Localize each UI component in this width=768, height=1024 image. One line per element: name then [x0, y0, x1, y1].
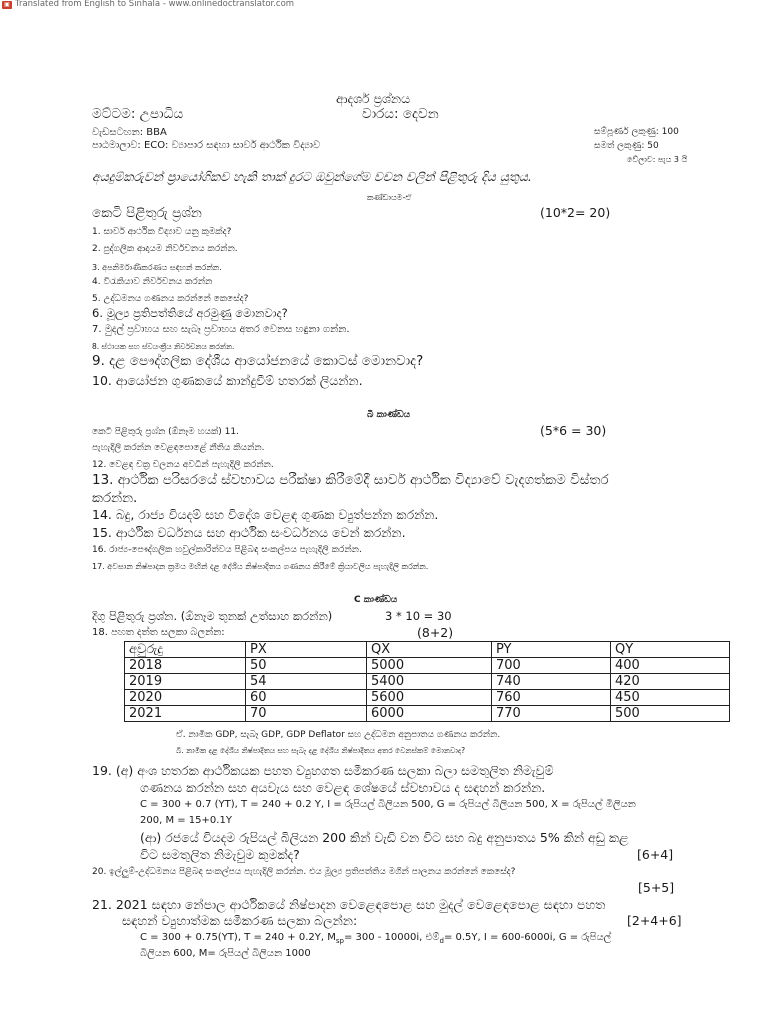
- question-19-a-cont: ගණනය කරන්න සහ අයවැය සහ වෙළඳ ශේෂයේ ස්වභාවය ද සඳහන් කරන්න.: [140, 780, 546, 795]
- table-header-cell: QX: [367, 642, 492, 658]
- exam-title: ආදර්ශ ප්‍රශ්නය: [336, 91, 411, 106]
- table-row: [125, 706, 730, 722]
- section-c-intro: දිගු පිළිතුරු ප්‍රශ්න. (ඕනෑම තුනක් උත්සාහ කරන්න): [92, 609, 333, 623]
- section-b-marks: (5*6 = 30): [540, 423, 607, 438]
- course-label: පාඨමාලාව: ECO: ව්‍යාපාර සඳහා සාර්ව ආර්ථික විද්‍යාව: [92, 140, 321, 151]
- question-10: 10. ආයෝජන ගුණකයේ කාන්දුවීම් හතරක් ලියන්න.: [92, 373, 363, 388]
- table-cell: 5600: [367, 690, 492, 706]
- question-15: 15. ආර්ථික වර්ධනය සහ ආර්ථික සංවර්ධනය වෙන් කරන්න.: [92, 525, 406, 540]
- table-cell: 2020: [125, 690, 246, 706]
- table-header-row: [125, 642, 730, 658]
- subscript-d: d: [439, 937, 444, 945]
- equation-21-1: [140, 932, 611, 945]
- table-row: [125, 658, 730, 674]
- table-cell: 450: [611, 690, 730, 706]
- equation-21-part: = 0.5Y, I = 600-6000i, G = රුපියල්: [443, 932, 612, 943]
- banner-text: Translated from English to Sinhala - www.onlinedoctranslator.com: [15, 0, 295, 9]
- time-label: වේලාව: පැය 3 යි: [627, 155, 688, 164]
- table-cell: 5400: [367, 674, 492, 690]
- question-20-marks: [5+5]: [638, 880, 675, 895]
- section-c-heading: C කාණ්ඩය: [354, 595, 398, 605]
- table-header-cell: PY: [492, 642, 611, 658]
- section-a-label: කණ්ඩායම-ඒ: [367, 193, 412, 202]
- equation-19-1: C = 300 + 0.7 (YT), T = 240 + 0.2 Y, I = රුපියල් බිලියන 500, G = රුපියල් බිලියන 500, X = රුපියල් මිලියන: [140, 799, 636, 810]
- question-16: 16. රාජ්‍ය-පෞද්ගලික හවුල්කාරිත්වය පිළිබඳ සංකල්පය පැහැදිලි කරන්න.: [92, 545, 362, 555]
- level-label: මට්ටම: උපාධිය: [92, 106, 184, 122]
- question-14: 14. බදු, රාජ්‍ය වියදම් සහ විදේශ වෙළඳ ගුණක ව්‍යුත්පන්න කරන්න.: [92, 507, 439, 522]
- table-row: [125, 674, 730, 690]
- table-cell: 70: [246, 706, 367, 722]
- equation-21-part: C = 300 + 0.75(YT), T = 240 + 0.2Y, M: [140, 932, 336, 943]
- table-cell: 2021: [125, 706, 246, 722]
- question-5: 5. උද්ධමනය ගණනය කරන්නේ කෙසේද?: [92, 294, 249, 304]
- question-18-a: ඒ. නාමික GDP, සැබෑ GDP, GDP Deflator සහ උද්ධමන අනුපාතය ගණනය කරන්න.: [176, 730, 501, 740]
- question-19-b-cont: විට සමතුලිත නිමැවුම කුමක්ද?: [140, 847, 300, 862]
- question-7: 7. මුදල් ප්‍රවාහය සහ සැබෑ ප්‍රවාහය අතර වෙනස හඳුනා ගන්න.: [92, 324, 350, 335]
- table-cell: 740: [492, 674, 611, 690]
- question-21-cont: සඳහන් ව්‍යුහාත්මක සමීකරණ සලකා බලන්න:: [122, 913, 358, 928]
- question-12: 12. වෙළඳ චක්‍ර චලනය අවධීන් පැහැදිලි කරන්න.: [92, 460, 274, 470]
- table-cell: 60: [246, 690, 367, 706]
- question-19-b: (ආ) රජයේ වියදම රුපියල් බිලියන 200 කින් වැඩි වන විට සහ බදු අනුපාතය 5% කින් අඩු කළ: [140, 830, 629, 845]
- program-label: වැඩසටහන: BBA: [92, 127, 167, 138]
- translation-banner: [2, 0, 294, 10]
- table-cell: 6000: [367, 706, 492, 722]
- table-row: [125, 690, 730, 706]
- equation-21-2: බිලියන 600, M= රුපියල් බිලියන 1000: [140, 948, 311, 959]
- data-table: [124, 641, 730, 722]
- instruction: අයදුම්කරුවන් ප්‍රායෝගිකව හැකි තාක් දුරට ඔවුන්ගේම වචන වලින් පිළිතුරු දිය යුතුය.: [92, 169, 532, 184]
- question-11-text: පැහැදිලි කරන්න වෙළඳපොළේ නීතිය කියන්න.: [92, 443, 265, 453]
- pdf-icon: ▣: [2, 1, 12, 9]
- table-header-cell: QY: [611, 642, 730, 658]
- table-header-cell: PX: [246, 642, 367, 658]
- table-cell: 770: [492, 706, 611, 722]
- question-4: 4. විරැකියාව නිර්වචනය කරන්න: [92, 277, 213, 287]
- table-cell: 54: [246, 674, 367, 690]
- equation-21-part: = 300 - 10000i, එම්: [343, 932, 440, 943]
- section-a-heading: කෙටි පිළිතුරු ප්‍රශ්න: [92, 205, 202, 221]
- table-cell: 400: [611, 658, 730, 674]
- question-21-marks: [2+4+6]: [627, 913, 682, 928]
- question-13: 13. ආර්ථික පරිසරයේ ස්වභාවය පරීක්ෂා කිරීමේදී සාර්ව ආර්ථික විද්‍යාවේ වැදගත්කම විස්තර: [92, 472, 609, 488]
- question-17: 17. අවසාන නිෂ්පාදන ක්‍රමය මඟින් දළ දේශීය නිෂ්පාදිතය ගණනය කිරීමේ ක්‍රියාවලිය පැහැදිලි කරන්න.: [92, 562, 429, 571]
- question-9: 9. දළ පෞද්ගලික දේශීය ආයෝජනයේ කොටස් මොනවාද?: [92, 353, 424, 369]
- question-3: 3. අපනිර්මාණීකරණය සඳහන් කරන්න.: [92, 263, 222, 272]
- table-cell: 700: [492, 658, 611, 674]
- table-cell: 2019: [125, 674, 246, 690]
- question-21: 21. 2021 සඳහා නේපාල ආර්ථිකයේ නිෂ්පාදන වෙළෙඳපොළ සහ මුදල් වෙළෙඳපොළ සඳහා පහත: [92, 897, 606, 912]
- question-20: 20. ඉල්ලුම්-උද්ධමනය පිළිබඳ සංකල්පය පැහැදිලි කරන්න. එය මූල්‍ය ප්‍රතිපත්තිය මගින් පාලනය කරන්නේ කෙසේද?: [92, 867, 516, 877]
- question-13-cont: කරන්න.: [92, 490, 138, 506]
- table-cell: 5000: [367, 658, 492, 674]
- table-cell: 420: [611, 674, 730, 690]
- table-header-cell: අවුරුදු: [125, 642, 246, 658]
- question-2: 2. පුද්ගලික ආදායම නිර්වචනය කරන්න.: [92, 244, 238, 254]
- question-18: 18. පහත දත්ත සලකා බලන්න:: [92, 627, 225, 638]
- equation-19-2: 200, M = 15+0.1Y: [140, 815, 232, 826]
- section-b-heading: බී කාණ්ඩය: [367, 410, 411, 420]
- section-c-marks: 3 * 10 = 30: [385, 609, 452, 623]
- subscript-sp: sp: [335, 937, 344, 945]
- question-18-b: බී. නාමික දළ දේශීය නිෂ්පාදිතය සහ සැබෑ දළ දේශීය නිෂ්පාදිතය අතර වෙනස්කම් මොනවාද?: [176, 746, 466, 755]
- table-cell: 2018: [125, 658, 246, 674]
- table-cell: 50: [246, 658, 367, 674]
- table-cell: 760: [492, 690, 611, 706]
- question-1: 1. සාර්ව ආර්ථික විද්‍යාව යනු කුමක්ද?: [92, 227, 232, 237]
- full-marks: සම්පූර්ණ ලකුණු: 100: [594, 127, 679, 137]
- section-a-marks: (10*2= 20): [540, 205, 611, 220]
- table-cell: 500: [611, 706, 730, 722]
- session-label: වාරය: දෙවන: [362, 106, 439, 122]
- pass-marks: සමත් ලකුණු: 50: [594, 141, 659, 151]
- question-19-marks: [6+4]: [637, 847, 674, 862]
- question-6: 6. මූල්‍ය ප්‍රතිපත්තියේ අරමුණු මොනවාද?: [92, 306, 288, 320]
- question-18-marks: (8+2): [417, 625, 454, 640]
- section-b-intro: කෙටි පිළිතුරු ප්‍රශ්න (ඕනෑම හයක්) 11.: [92, 427, 239, 437]
- question-19-a: 19. (අ) අංශ හතරක ආර්ථිකයක පහත ව්‍යුහගත සමීකරණ සලකා බලා සමතුලිත නිමැවුම්: [92, 763, 554, 778]
- question-8: 8. ස්ථායක සහ ස්වයංක්‍රීය නිර්වචනය කරන්න.: [92, 342, 235, 351]
